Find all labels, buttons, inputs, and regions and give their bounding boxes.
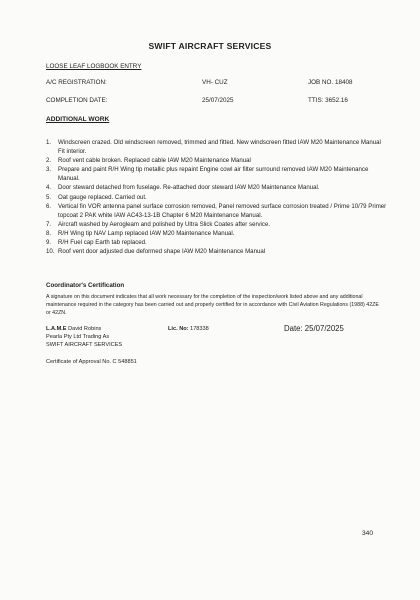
work-item-number: 2. bbox=[46, 157, 52, 165]
work-item bbox=[46, 156, 388, 165]
company-line-1: Pearla Pty Ltd Trading As bbox=[46, 333, 110, 340]
work-item-number: 9. bbox=[46, 239, 52, 247]
work-item-text: Oat gauge replaced. Carried out. bbox=[58, 193, 147, 201]
completion-value: 25/07/2025 bbox=[202, 97, 234, 104]
work-item-text: Roof vent cable broken. Replaced cable IAW M20 Maintenance Manual bbox=[58, 157, 251, 165]
work-item-text: Vertical fin VOR antenna panel surface corrosion removed, Panel removed surface corrosion treated / Prime 10/79 Primer topcoat 2 PAK white IAW AC43-13-1B Chapter 6 M20 Maintenance Manual. bbox=[58, 202, 387, 219]
logbook-entry-subtitle: LOOSE LEAF LOGBOOK ENTRY bbox=[46, 63, 142, 70]
work-item-text: Door steward detached from fuselage. Re-attached door steward IAW M20 Maintenance Manual. bbox=[58, 184, 320, 192]
ttis-value: TTIS: 3652.16 bbox=[308, 97, 348, 104]
work-item bbox=[46, 238, 388, 247]
lame-label: L.A.M.E bbox=[46, 326, 67, 332]
lame-name: David Robins bbox=[68, 326, 102, 332]
approval-number: Certificate of Approval No. C 548851 bbox=[46, 359, 137, 365]
work-item bbox=[46, 229, 388, 238]
completion-label: COMPLETION DATE: bbox=[46, 97, 108, 104]
work-item-number: 1. bbox=[46, 139, 52, 146]
work-item-number: 10. bbox=[46, 248, 55, 256]
work-item-text: R/H Wing tip NAV Lamp replaced IAW M20 Maintenance Manual. bbox=[58, 229, 235, 237]
work-item bbox=[46, 138, 388, 156]
lame-block bbox=[46, 326, 122, 350]
work-item-text: Aircraft washed by Aerogleam and polished by Ultra Slick Coates after service. bbox=[58, 220, 271, 228]
certification-heading: Coordinator's Certification bbox=[46, 282, 125, 289]
work-item-number: 5. bbox=[46, 193, 52, 201]
work-item bbox=[46, 220, 388, 229]
additional-work-list bbox=[46, 138, 388, 256]
registration-value: VH- CUZ bbox=[202, 79, 228, 86]
work-item-text: Windscreen crazed. Old windscreen removed, trimmed and fitted. New windscreen fitted IAW M20 Maintenance Manual Fit interior. bbox=[58, 139, 381, 156]
work-item-number: 8. bbox=[46, 229, 52, 237]
registration-label: A/C REGISTRATION: bbox=[46, 79, 107, 86]
additional-work-heading: ADDITIONAL WORK bbox=[46, 116, 110, 123]
work-item-number: 4. bbox=[46, 184, 52, 192]
lame-line bbox=[46, 326, 122, 334]
page-number: 340 bbox=[362, 530, 374, 537]
lic-label: Lic. No: bbox=[168, 326, 189, 332]
work-item-number: 3. bbox=[46, 166, 52, 174]
work-item-text: Prepare and paint R/H Wing tip metallic plus repaint Engine cowl air filter surround removed IAW M20 Maintenance Manual. bbox=[58, 166, 369, 183]
work-item bbox=[46, 202, 388, 220]
certification-text: A signature on this document indicates that all work necessary for the completion of the inspection/work listed above and any additional maintenance required in the category has been carried out and properly certified for in accordance with Civil Aviation Regulations (1988) 42ZE or 42ZN. bbox=[46, 294, 379, 317]
page-title: SWIFT AIRCRAFT SERVICES bbox=[148, 41, 272, 51]
company-line-2: SWIFT AIRCRAFT SERVICES bbox=[46, 341, 123, 348]
work-item bbox=[46, 165, 388, 183]
work-item bbox=[46, 193, 388, 202]
work-item bbox=[46, 247, 388, 256]
work-item bbox=[46, 183, 388, 192]
lic-value: 178338 bbox=[190, 326, 209, 332]
work-item-number: 6. bbox=[46, 202, 52, 210]
work-item-text: R/H Fuel cap Earth tab replaced. bbox=[58, 239, 147, 247]
work-item-number: 7. bbox=[46, 220, 52, 228]
job-number: JOB NO. 18408 bbox=[308, 79, 353, 86]
certification-date: Date: 25/07/2025 bbox=[284, 324, 344, 333]
work-item-text: Roof vent door adjusted due deformed shape IAW M20 Maintenance Manual bbox=[58, 248, 266, 256]
licence-number bbox=[168, 326, 209, 332]
